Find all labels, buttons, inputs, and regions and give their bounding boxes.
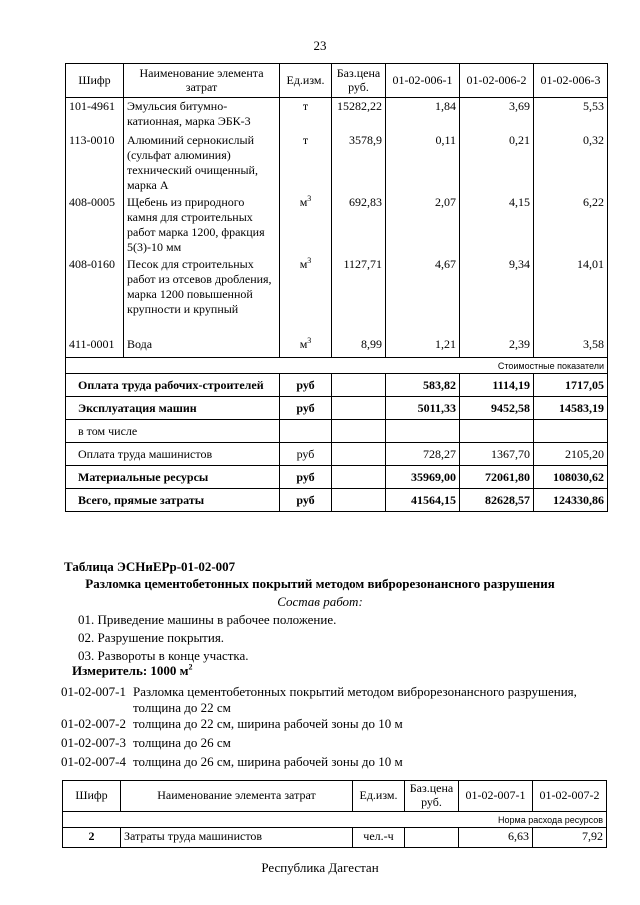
summary-value-2: 9452,58 bbox=[460, 397, 534, 420]
summary-price bbox=[332, 489, 386, 512]
cell-value-3: 14,01 bbox=[534, 256, 608, 336]
measure-text: Измеритель: 1000 м bbox=[72, 663, 189, 678]
measure-superscript: 2 bbox=[188, 662, 193, 672]
norm-item bbox=[61, 684, 593, 717]
cell-code: 101-4961 bbox=[66, 98, 124, 132]
cell-name: Алюминий сернокислый (сульфат алюминия) технический очищенный, марка А bbox=[124, 132, 280, 194]
summary-unit: руб bbox=[280, 489, 332, 512]
table-row bbox=[66, 256, 608, 336]
work-composition-caption: Состав работ: bbox=[277, 594, 363, 609]
summary-row bbox=[66, 489, 608, 512]
unit-superscript: 3 bbox=[307, 193, 312, 203]
col-header-norm-1: 01-02-006-1 bbox=[386, 64, 460, 98]
summary-unit: руб bbox=[280, 374, 332, 397]
norm-text: толщина до 22 см, ширина рабочей зоны до 10 м bbox=[133, 716, 403, 731]
work-step: 03. Развороты в конце участка. bbox=[78, 648, 249, 663]
table-header-row bbox=[63, 781, 607, 812]
summary-value-2: 1114,19 bbox=[460, 374, 534, 397]
cell-unit bbox=[280, 256, 332, 336]
band-label-cost: Стоимостные показатели bbox=[66, 358, 608, 374]
cell-value-3: 0,32 bbox=[534, 132, 608, 194]
cell-value-3: 5,53 bbox=[534, 98, 608, 132]
col-header-name: Наименование элемента затрат bbox=[124, 64, 280, 98]
norm-code: 01-02-007-3 bbox=[61, 735, 126, 750]
cell-price: 8,99 bbox=[332, 336, 386, 358]
col-header-code: Шифр bbox=[63, 781, 121, 812]
cell-value-1: 4,67 bbox=[386, 256, 460, 336]
cell-name: Затраты труда машинистов bbox=[121, 827, 353, 847]
unit-text: т bbox=[302, 132, 309, 147]
norm-code: 01-02-007-1 bbox=[61, 684, 126, 699]
summary-value-3: 124330,86 bbox=[534, 489, 608, 512]
norm-text: толщина до 26 см bbox=[133, 735, 231, 750]
cell-value-1: 0,11 bbox=[386, 132, 460, 194]
table-row bbox=[66, 194, 608, 256]
col-header-norm-2: 01-02-006-2 bbox=[460, 64, 534, 98]
cell-value-2: 0,21 bbox=[460, 132, 534, 194]
cell-value-3: 6,22 bbox=[534, 194, 608, 256]
cell-code: 411-0001 bbox=[66, 336, 124, 358]
summary-row bbox=[66, 443, 608, 466]
cell-value-2: 3,69 bbox=[460, 98, 534, 132]
cell-name: Песок для строительных работ из отсевов дробления, марка 1200 повышенной крупности и крупный bbox=[124, 256, 280, 336]
summary-value-2: 72061,80 bbox=[460, 466, 534, 489]
summary-value-1: 583,82 bbox=[386, 374, 460, 397]
cell-value-2: 2,39 bbox=[460, 336, 534, 358]
cell-name: Вода bbox=[124, 336, 280, 358]
col-header-price: Баз.цена руб. bbox=[332, 64, 386, 98]
cell-value-3: 3,58 bbox=[534, 336, 608, 358]
col-header-unit: Ед.изм. bbox=[280, 64, 332, 98]
table-row bbox=[66, 98, 608, 132]
cell-value-1: 1,84 bbox=[386, 98, 460, 132]
summary-value-2 bbox=[460, 420, 534, 443]
col-header-price: Баз.цена руб. bbox=[405, 781, 459, 812]
summary-label: в том числе bbox=[66, 420, 280, 443]
summary-value-1: 728,27 bbox=[386, 443, 460, 466]
band-row bbox=[63, 811, 607, 827]
unit-text: м bbox=[299, 256, 308, 271]
work-step: 02. Разрушение покрытия. bbox=[78, 630, 225, 645]
table-row bbox=[63, 827, 607, 847]
cell-unit: чел.-ч bbox=[353, 827, 405, 847]
summary-value-2: 1367,70 bbox=[460, 443, 534, 466]
summary-price bbox=[332, 420, 386, 443]
col-header-norm-1: 01-02-007-1 bbox=[459, 781, 533, 812]
cell-unit bbox=[280, 98, 332, 132]
norm-text: толщина до 26 см, ширина рабочей зоны до 10 м bbox=[133, 754, 403, 769]
summary-price bbox=[332, 443, 386, 466]
summary-label: Материальные ресурсы bbox=[66, 466, 280, 489]
cell-code: 113-0010 bbox=[66, 132, 124, 194]
cell-value-2: 7,92 bbox=[533, 827, 607, 847]
summary-unit: руб bbox=[280, 443, 332, 466]
cell-value-2: 4,15 bbox=[460, 194, 534, 256]
summary-value-1 bbox=[386, 420, 460, 443]
cell-value-1: 1,21 bbox=[386, 336, 460, 358]
resource-table-007 bbox=[62, 780, 607, 848]
cell-price: 1127,71 bbox=[332, 256, 386, 336]
table-subtitle: Разломка цементобетонных покрытий методом виброрезонансного разрушения bbox=[85, 576, 555, 591]
unit-text: м bbox=[299, 194, 308, 209]
unit-superscript: 3 bbox=[307, 255, 312, 265]
cell-code: 408-0005 bbox=[66, 194, 124, 256]
cell-name: Эмульсия битумно-катионная, марка ЭБК-3 bbox=[124, 98, 280, 132]
footer-region: Республика Дагестан bbox=[261, 860, 379, 875]
summary-label: Оплата труда машинистов bbox=[66, 443, 280, 466]
norm-item bbox=[61, 735, 593, 751]
summary-value-3 bbox=[534, 420, 608, 443]
summary-value-3: 2105,20 bbox=[534, 443, 608, 466]
cell-name: Щебень из природного камня для строительных работ марка 1200, фракция 5(3)-10 мм bbox=[124, 194, 280, 256]
summary-label: Эксплуатация машин bbox=[66, 397, 280, 420]
summary-unit bbox=[280, 420, 332, 443]
table-row bbox=[66, 336, 608, 358]
summary-value-2: 82628,57 bbox=[460, 489, 534, 512]
summary-unit: руб bbox=[280, 397, 332, 420]
summary-value-1: 5011,33 bbox=[386, 397, 460, 420]
cell-price bbox=[405, 827, 459, 847]
page-number: 23 bbox=[313, 38, 327, 53]
norm-item bbox=[61, 716, 593, 732]
cell-unit bbox=[280, 132, 332, 194]
table-header-row bbox=[66, 64, 608, 98]
unit-superscript: 3 bbox=[307, 335, 312, 345]
band-label-norm: Норма расхода ресурсов bbox=[63, 811, 607, 827]
cell-price: 692,83 bbox=[332, 194, 386, 256]
summary-label: Всего, прямые затраты bbox=[66, 489, 280, 512]
table-row bbox=[66, 132, 608, 194]
cell-price: 15282,22 bbox=[332, 98, 386, 132]
norm-text: Разломка цементобетонных покрытий методом виброрезонансного разрушения, толщина до 22 см bbox=[133, 684, 577, 716]
col-header-norm-3: 01-02-006-3 bbox=[534, 64, 608, 98]
summary-price bbox=[332, 466, 386, 489]
col-header-name: Наименование элемента затрат bbox=[121, 781, 353, 812]
summary-value-3: 1717,05 bbox=[534, 374, 608, 397]
summary-value-1: 35969,00 bbox=[386, 466, 460, 489]
summary-row bbox=[66, 374, 608, 397]
cell-code: 408-0160 bbox=[66, 256, 124, 336]
cell-unit bbox=[280, 336, 332, 358]
summary-price bbox=[332, 397, 386, 420]
col-header-norm-2: 01-02-007-2 bbox=[533, 781, 607, 812]
table-title: Таблица ЭСНиЕРр-01-02-007 bbox=[64, 559, 236, 574]
summary-price bbox=[332, 374, 386, 397]
band-row bbox=[66, 358, 608, 374]
col-header-unit: Ед.изм. bbox=[353, 781, 405, 812]
cell-price: 3578,9 bbox=[332, 132, 386, 194]
summary-unit: руб bbox=[280, 466, 332, 489]
summary-value-3: 14583,19 bbox=[534, 397, 608, 420]
summary-row bbox=[66, 420, 608, 443]
norm-code: 01-02-007-4 bbox=[61, 754, 126, 769]
cell-value-1: 6,63 bbox=[459, 827, 533, 847]
measure-unit bbox=[72, 663, 193, 679]
norm-code: 01-02-007-2 bbox=[61, 716, 126, 731]
summary-row bbox=[66, 466, 608, 489]
work-step: 01. Приведение машины в рабочее положение. bbox=[78, 612, 337, 627]
summary-value-1: 41564,15 bbox=[386, 489, 460, 512]
cell-code: 2 bbox=[63, 827, 121, 847]
cell-value-2: 9,34 bbox=[460, 256, 534, 336]
norm-item bbox=[61, 754, 593, 770]
resource-table-006 bbox=[65, 63, 608, 512]
unit-text: м bbox=[299, 336, 308, 351]
unit-text: т bbox=[302, 99, 309, 113]
summary-value-3: 108030,62 bbox=[534, 466, 608, 489]
col-header-code: Шифр bbox=[66, 64, 124, 98]
summary-row bbox=[66, 397, 608, 420]
cell-value-1: 2,07 bbox=[386, 194, 460, 256]
cell-unit bbox=[280, 194, 332, 256]
summary-label: Оплата труда рабочих-строителей bbox=[66, 374, 280, 397]
